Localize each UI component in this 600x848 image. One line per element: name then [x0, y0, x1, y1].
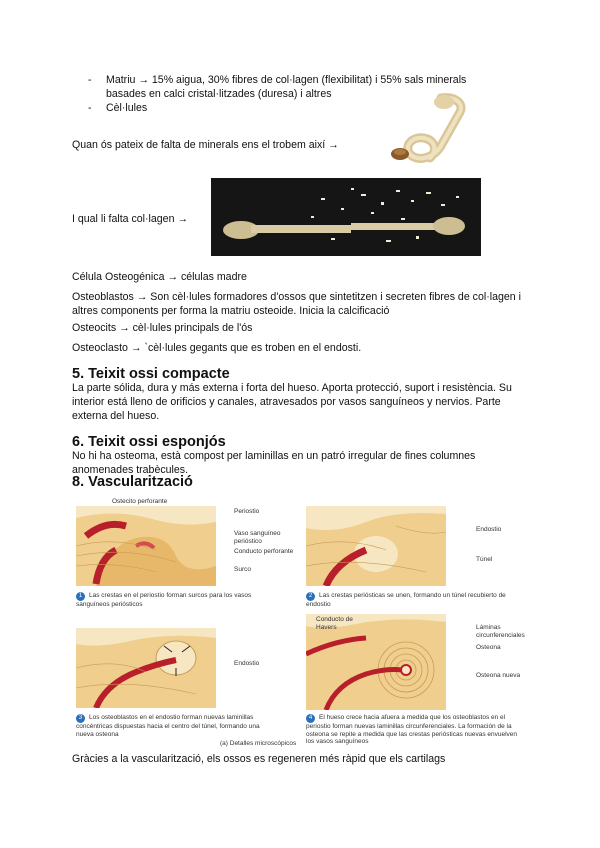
closing-text: Gràcies a la vascularització, els ossos es regeneren més ràpid que els cartilags: [72, 753, 446, 765]
figure-panel-2: [306, 506, 446, 586]
section-6-heading: 6. Teixit ossi esponjós: [72, 434, 226, 450]
figure-label: Osteona nueva: [476, 672, 521, 679]
step-number: 1: [76, 592, 85, 601]
figure-caption-1: 1 Las crestas en el periostio forman surcos para los vasos sanguíneos periósticos: [76, 592, 252, 608]
list-item: - Matriu → 15% aigua, 30% fibres de col·lagen (flexibilitat) i 55% sals minerals basades en calci cristal·litzades (duresa) i altres: [88, 73, 498, 101]
flexible-bone-photo: [386, 92, 482, 172]
section-5-heading: 5. Teixit ossi compacte: [72, 366, 230, 382]
osteocyte-text: Osteocits → cèl·lules principals de l'ós: [72, 322, 253, 334]
vascularization-figure: [72, 496, 532, 748]
figure-label: Ostecito perforante: [112, 498, 168, 505]
osteoclast-text: Osteoclasto → `cèl·lules gegants que es troben en el endosti.: [72, 342, 362, 354]
figure-panel-1: [76, 506, 216, 586]
figure-caption-3: 3 Los osteoblastos en el endostio forman nuevas laminillas concéntricas dispuestas hacia el centro del túnel, formando una nueva osteona: [76, 714, 260, 738]
figure-label: Surco: [234, 566, 251, 573]
osteoblast-text: Osteoblastos → Son cèl·lules formadores d'ossos que sintetitzen i secreten fibres de col·lagen i altres components per forma la matriu osteoide. Inicia la calcificació: [72, 291, 521, 317]
section-5-body: La parte sólida, dura y más externa i forta del hueso. Aporta protecció, suport i resistència. Su interior está lleno de orificios y canales, atravesados por vasos sanguíneos y nervios. Parte externa del hueso.: [72, 382, 512, 422]
figure-caption-2: 2 Las crestas periósticas se unen, formando un túnel recubierto de endostio: [306, 592, 506, 608]
section-6-body: No hi ha osteoma, està compost per laminillas en un patró irregular de fines columnes anomenades trabècules.: [72, 450, 476, 476]
mineral-deficiency-text: Quan ós pateix de falta de minerals ens el trobem així →: [72, 139, 339, 151]
figure-label: Conducto de Havers: [316, 616, 353, 631]
step-number: 3: [76, 714, 85, 723]
section-8-heading: 8. Vascularització: [72, 474, 193, 490]
figure-label: Vaso sanguíneo perióstico: [234, 530, 281, 545]
figure-label: Endostio: [234, 660, 260, 667]
list-item: - Cèl·lules: [88, 101, 498, 115]
figure-label: Conducto perforante: [234, 548, 294, 555]
figure-label: Túnel: [476, 556, 493, 563]
osteogenic-cell-text: Célula Osteogénica → células madre: [72, 271, 247, 283]
collagen-deficiency-text: I qual li falta col·lagen →: [72, 213, 189, 225]
step-number: 4: [306, 714, 315, 723]
figure-label: Endostio: [476, 526, 502, 533]
step-number: 2: [306, 592, 315, 601]
figure-footer: (a) Detalles microscópicos: [220, 740, 297, 747]
figure-label: Osteona: [476, 644, 501, 651]
figure-caption-4: 4 El hueso crece hacia afuera a medida que los osteoblastos en el periostio forman nuevas laminillas circunferenciales. La formación de la osteona se repite a medida que las crestas periósticas nuevas envuelven los vasos sanguíneos: [306, 714, 518, 745]
figure-panel-3: [76, 628, 216, 708]
figure-label: Láminas circunferenciales: [476, 624, 525, 639]
figure-label: Periostio: [234, 508, 260, 515]
